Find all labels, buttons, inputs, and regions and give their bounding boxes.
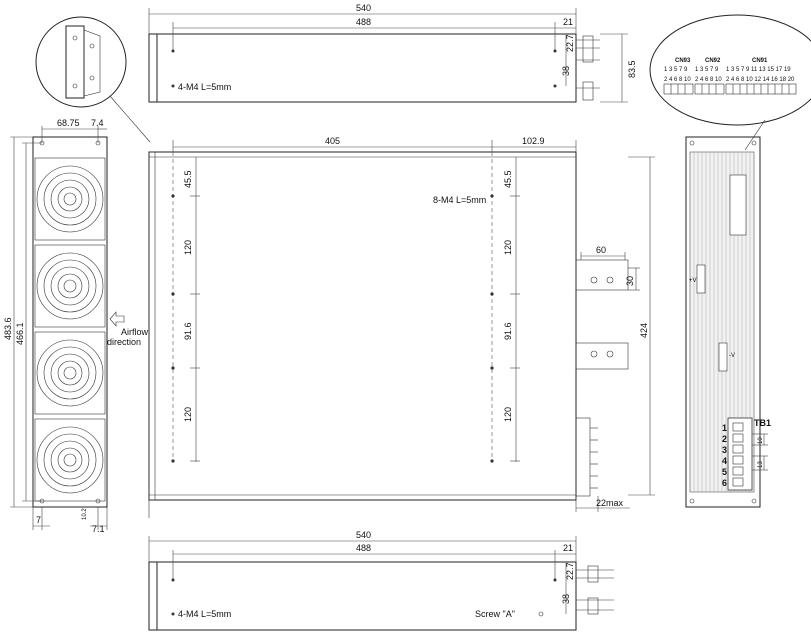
side-dim-120-left-2: 120 [183,406,193,422]
plus-v-label: +V [689,278,697,284]
tb1-dim-13: 13 [758,461,764,468]
cn92-bottom-pins: 2 4 6 8 10 [695,77,722,83]
front-dim-68-75: 68.75 [57,118,80,128]
front-view [3,118,149,534]
fan-1 [35,158,105,240]
top-dim-540: 540 [356,3,372,13]
bottom-dim-22-7: 22.7 [565,562,575,580]
airflow-label-line1: Airflow [121,327,149,337]
front-dim-7-4: 7.4 [91,118,104,128]
minus-v-label: -V [729,353,735,359]
tb1-pin-3: 3 [722,445,728,455]
side-view [149,136,655,518]
front-dim-7-1: 7.1 [92,524,105,534]
top-screw-note: 4-M4 L=5mm [178,82,232,92]
top-dim-488: 488 [356,17,372,27]
cn93-bottom-pins: 2 4 6 8 10 [664,77,691,83]
top-dim-21: 21 [563,17,574,27]
side-dim-45-5-left: 45.5 [183,170,193,188]
side-dim-120-right-1: 120 [503,239,513,255]
bottom-dim-540: 540 [356,530,372,540]
side-dim-120-right-2: 120 [503,406,513,422]
screw-a-label: Screw "A" [475,609,515,619]
top-front-plate [149,34,157,102]
bus-bar-top [576,260,628,290]
bottom-dim-38: 38 [561,593,571,604]
side-dim-91-6-left: 91.6 [183,322,193,340]
cn93-top-pins: 1 3 5 7 9 [664,67,688,73]
tb1-label: TB1 [754,418,772,428]
terminal-block-tb1 [728,418,752,490]
side-dim-120-left-1: 120 [183,239,193,255]
tb1-pin-4: 4 [722,456,728,466]
front-dim-7: 7 [36,515,42,525]
front-dim-483-6: 483.6 [3,317,13,340]
side-screw-note: 8-M4 L=5mm [433,195,487,205]
side-dim-45-5-right: 45.5 [503,170,513,188]
airflow-arrow-icon [110,312,124,326]
fan-2 [35,245,105,327]
side-dim-424: 424 [639,322,649,338]
side-dim-405: 405 [325,136,341,146]
bottom-front-plate [149,562,157,630]
cn91-top-pins: 1 3 5 7 9 11 13 15 17 19 [726,67,791,73]
minus-v-busbar [719,343,727,371]
connector-block [730,175,746,235]
cn92-top-pins: 1 3 5 7 9 [695,67,719,73]
fan-4 [35,419,105,501]
top-dim-22-7: 22.7 [565,34,575,52]
fan-3 [35,332,105,414]
tb1-pin-6: 6 [722,478,728,488]
side-dim-22max: 22max [596,498,624,508]
side-dim-60: 60 [596,245,607,255]
front-dim-10-2: 10.2 [82,508,88,520]
bottom-body [149,562,576,630]
cn91-label: CN91 [752,58,768,64]
side-dim-102-9: 102.9 [522,136,545,146]
tb1-pin-2: 2 [722,434,728,444]
bottom-dim-488: 488 [356,543,372,553]
top-dim-38: 38 [561,65,571,76]
tb1-dim-10: 10 [758,437,764,444]
rear-view [686,137,771,507]
front-dim-466-1: 466.1 [15,322,25,345]
tb1-pin-1: 1 [722,423,728,433]
cn91-bottom-pins: 2 4 6 8 10 12 14 16 18 20 [726,77,795,83]
cn92-label: CN92 [705,58,721,64]
airflow-label-line2: direction [107,337,142,347]
plus-v-busbar [697,265,705,293]
connector-detail [650,15,811,150]
front-panel [33,137,107,507]
bottom-dim-21: 21 [563,543,574,553]
tb1-pin-5: 5 [722,467,728,477]
side-dim-91-6-right: 91.6 [503,322,513,340]
top-dim-83-5: 83.5 [627,60,637,78]
bottom-screw-note: 4-M4 L=5mm [178,609,232,619]
bottom-view [149,530,614,630]
side-dim-30: 30 [625,275,635,286]
top-view [149,3,637,102]
bus-bar-bottom [576,343,628,369]
cn93-label: CN93 [675,58,691,64]
